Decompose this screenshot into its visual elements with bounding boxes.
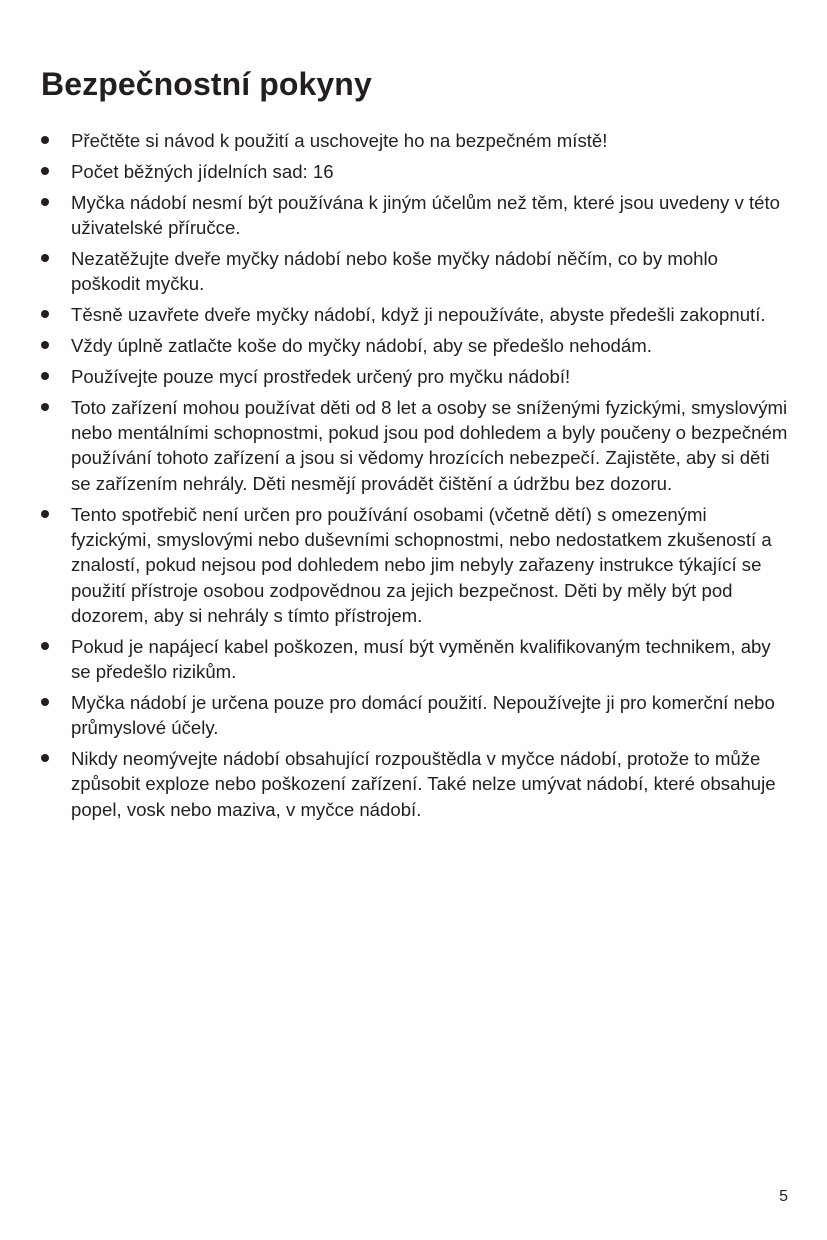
safety-instructions-list: [41, 128, 791, 828]
bullet-icon: [41, 341, 49, 349]
list-item-text: Nikdy neomývejte nádobí obsahující rozpouštědla v myčce nádobí, protože to může způsobit exploze nebo poškození zařízení. Také nelze umývat nádobí, které obsahuje popel, vosk nebo maziva, v myčce nádobí.: [71, 748, 776, 820]
list-item: [41, 395, 791, 496]
list-item-text: Přečtěte si návod k použití a uschovejte ho na bezpečném místě!: [71, 130, 608, 151]
list-item: [41, 246, 791, 297]
list-item-text: Tento spotřebič není určen pro používání osobami (včetně dětí) s omezenými fyzickými, smyslovými nebo duševními schopnostmi, nebo nedostatkem zkušeností a znalostí, pokud nejsou pod dohledem nebo jim nebyly zařazeny instrukce týkající se použití přístroje osobou zodpovědnou za jejich bezpečnost. Děti by měly být pod dozorem, aby si nehrály s tímto přístrojem.: [71, 503, 772, 626]
bullet-icon: [41, 167, 49, 175]
list-item: [41, 159, 791, 184]
list-item-text: Nezatěžujte dveře myčky nádobí nebo koše myčky nádobí něčím, co by mohlo poškodit myčku.: [71, 247, 718, 295]
list-item-text: Používejte pouze mycí prostředek určený pro myčku nádobí!: [71, 365, 571, 387]
list-item: [41, 128, 791, 153]
bullet-icon: [41, 510, 49, 518]
list-item: [41, 690, 791, 741]
list-item-text: Pokud je napájecí kabel poškozen, musí být vyměněn kvalifikovaným technikem, aby se předešlo rizikům.: [71, 635, 771, 682]
list-item-text: Toto zařízení mohou používat děti od 8 let a osoby se sníženými fyzickými, smyslovými nebo mentálními schopnostmi, pokud jsou pod dohledem a byly poučeny o bezpečném používání tohoto zařízení a jsou si vědomy hrozících nebezpečí. Zajistěte, aby si děti se zařízením nehrály. Děti nesmějí provádět čištění a údržbu bez dozoru.: [71, 396, 788, 494]
list-item: [41, 302, 791, 327]
list-item: [41, 746, 791, 822]
bullet-icon: [41, 403, 49, 411]
list-item: [41, 502, 791, 628]
bullet-icon: [41, 198, 49, 206]
bullet-icon: [41, 136, 49, 144]
bullet-icon: [41, 698, 49, 706]
list-item: [41, 364, 791, 389]
list-item-text: Počet běžných jídelních sad: 16: [71, 160, 334, 182]
list-item-text: Myčka nádobí je určena pouze pro domácí použití. Nepoužívejte ji pro komerční nebo průmyslové účely.: [71, 691, 775, 739]
list-item-text: Myčka nádobí nesmí být používána k jiným účelům než těm, které jsou uvedeny v této uživatelské příručce.: [71, 191, 780, 239]
list-item-text: Vždy úplně zatlačte koše do myčky nádobí, aby se předešlo nehodám.: [71, 335, 652, 357]
page-number: 5: [779, 1188, 788, 1205]
list-item: [41, 333, 791, 358]
bullet-icon: [41, 642, 49, 650]
bullet-icon: [41, 754, 49, 762]
list-item: [41, 634, 791, 685]
list-item-text: Těsně uzavřete dveře myčky nádobí, když ji nepoužíváte, abyste předešli zakopnutí.: [71, 304, 766, 326]
bullet-icon: [41, 372, 49, 380]
bullet-icon: [41, 254, 49, 262]
page-title: Bezpečnostní pokyny: [41, 66, 372, 102]
bullet-icon: [41, 310, 49, 318]
list-item: [41, 190, 791, 241]
